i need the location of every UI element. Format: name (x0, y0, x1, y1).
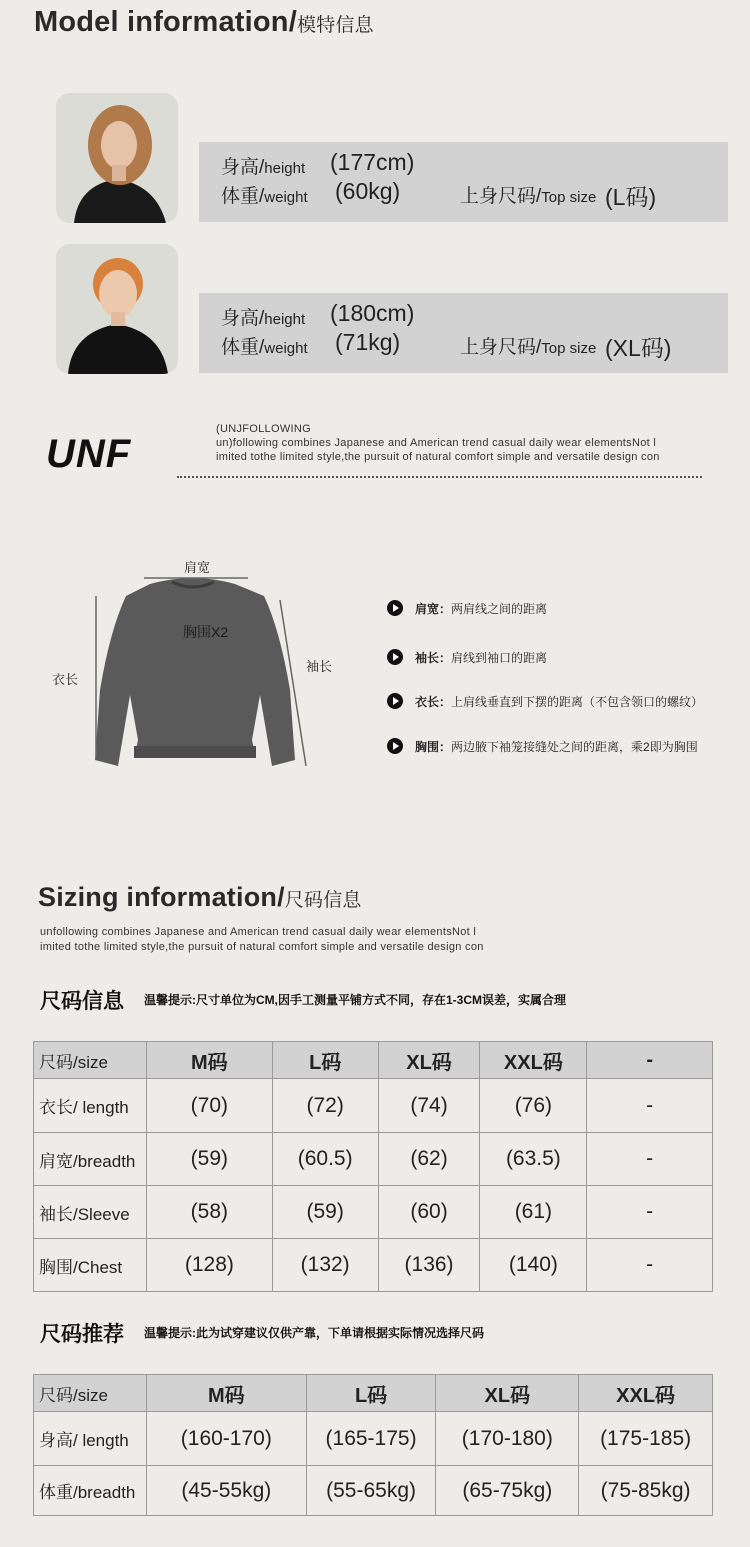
recommend-table-header-label: 尺码/size (34, 1375, 147, 1412)
table-cell: (165-175) (306, 1412, 436, 1466)
sizing-info-title (38, 882, 362, 913)
model-1-height-label (221, 152, 305, 179)
sizing-sub-2: imited tothe limited style,the pursuit of natural comfort simple and versatile design con (40, 941, 484, 953)
table-cell: (140) (480, 1239, 587, 1292)
note-length (415, 693, 703, 710)
recommend-header-cell: L码 (306, 1375, 436, 1412)
table-row (34, 1186, 713, 1239)
size-table-header-label: 尺码/size (34, 1042, 147, 1079)
model-1-weight-value: (60kg) (335, 178, 401, 204)
table-cell: - (587, 1186, 713, 1239)
model-2-top-value: (XL码) (605, 335, 672, 361)
size-table-header (34, 1042, 713, 1079)
label-length: 衣长 (52, 672, 79, 687)
garment-shape (95, 578, 295, 766)
model-2-height-label-en: height (264, 311, 306, 328)
note-shoulder-text: 两肩线之间的距离 (451, 602, 548, 616)
note-chest-text: 两边腋下袖笼接缝处之间的距离，乘2即为胸围 (451, 740, 698, 754)
table-cell: (75-85kg) (579, 1466, 713, 1516)
recommend-table-header (34, 1375, 713, 1412)
model-2-weight-label-en: weight (264, 340, 308, 357)
size-header-cell: M码 (146, 1042, 272, 1079)
recommend-header-cell: XXL码 (579, 1375, 713, 1412)
table-cell: (58) (146, 1186, 272, 1239)
brand-line-1: (UNJFOLLOWING (216, 423, 311, 435)
model-1-top-value: (L码) (605, 184, 657, 210)
model-2-height-value: (180cm) (330, 300, 415, 326)
table-row (34, 1239, 713, 1292)
table-cell: (59) (146, 1133, 272, 1186)
recommend-header-cell: M码 (146, 1375, 306, 1412)
play-icon (387, 693, 403, 709)
table-cell: (59) (272, 1186, 378, 1239)
table-cell: (60) (378, 1186, 480, 1239)
table-cell: (72) (272, 1079, 378, 1133)
note-shoulder-term: 肩宽： (415, 602, 452, 616)
note-length-text: 上肩线垂直到下摆的距离（不包含领口的螺纹） (451, 695, 704, 709)
model-2-top-label (460, 332, 596, 359)
size-table-note: 温馨提示:尺寸单位为CM,因手工测量平铺方式不同，存在1-3CM误差，实属合理 (144, 993, 567, 1007)
garment-diagram (80, 570, 310, 770)
model-2-avatar (56, 244, 178, 374)
label-chest: 胸围X2 (183, 624, 229, 640)
recommend-table-note: 温馨提示:此为试穿建议仅供产靠，下单请根据实际情况选择尺码 (144, 1326, 484, 1340)
row-label: 身高/ length (34, 1412, 147, 1466)
table-cell: (63.5) (480, 1133, 587, 1186)
recommend-header-cell: XL码 (436, 1375, 579, 1412)
model-1-height-value: (177cm) (330, 149, 415, 175)
table-cell: (136) (378, 1239, 480, 1292)
model-1-height-label-cn: 身高/ (221, 157, 265, 178)
table-cell: (62) (378, 1133, 480, 1186)
table-cell: (175-185) (579, 1412, 713, 1466)
model-info-title (34, 6, 374, 39)
table-cell: (128) (146, 1239, 272, 1292)
size-header-cell: XL码 (378, 1042, 480, 1079)
model-2-top-label-en: Top size (541, 340, 597, 357)
model-1-avatar (56, 93, 178, 223)
table-row (34, 1079, 713, 1133)
recommend-table (33, 1374, 713, 1516)
table-cell: (160-170) (146, 1412, 306, 1466)
table-cell: (60.5) (272, 1133, 378, 1186)
sizing-sub-1: unfollowing combines Japanese and American trend casual daily wear elementsNot l (40, 926, 477, 938)
table-cell: (61) (480, 1186, 587, 1239)
table-row (34, 1466, 713, 1516)
model-2-weight-label (221, 332, 308, 359)
label-shoulder: 肩宽 (184, 560, 211, 575)
note-sleeve-term: 袖长： (415, 651, 452, 665)
label-sleeve: 袖长 (306, 659, 333, 674)
note-sleeve-text: 肩线到袖口的距离 (451, 651, 548, 665)
size-header-cell: L码 (272, 1042, 378, 1079)
brand-line-3: imited tothe limited style,the pursuit of natural comfort simple and versatile design con (216, 451, 660, 463)
play-icon (387, 649, 403, 665)
table-cell: (132) (272, 1239, 378, 1292)
model-1-top-label-cn: 上身尺码/ (460, 186, 542, 207)
table-row (34, 1133, 713, 1186)
play-icon (387, 600, 403, 616)
brand-logo: UNF (46, 432, 132, 476)
model-1-weight-label (221, 181, 308, 208)
row-label: 体重/breadth (34, 1466, 147, 1516)
model-2-photo (56, 244, 178, 374)
model-info-title-cn: 模特信息 (296, 15, 374, 36)
model-2-top-label-cn: 上身尺码/ (460, 337, 542, 358)
dotted-divider (177, 476, 702, 478)
brand-line-2: un)following combines Japanese and American trend casual daily wear elementsNot l (216, 437, 657, 449)
table-cell: - (587, 1239, 713, 1292)
size-table (33, 1041, 713, 1292)
note-sleeve (415, 649, 547, 666)
row-label: 袖长/Sleeve (34, 1186, 147, 1239)
model-1-top-label (460, 181, 596, 208)
size-header-cell: - (587, 1042, 713, 1079)
model-1-weight-label-cn: 体重/ (221, 186, 265, 207)
table-cell: - (587, 1133, 713, 1186)
model-1-weight-label-en: weight (264, 189, 308, 206)
row-label: 胸围/Chest (34, 1239, 147, 1292)
model-2-height-label-cn: 身高/ (221, 308, 265, 329)
model-2-weight-value: (71kg) (335, 329, 401, 355)
model-1-photo (56, 93, 178, 223)
note-length-term: 衣长： (415, 695, 452, 709)
size-header-cell: XXL码 (480, 1042, 587, 1079)
table-cell: - (587, 1079, 713, 1133)
table-cell: (65-75kg) (436, 1466, 579, 1516)
table-cell: (70) (146, 1079, 272, 1133)
model-2-height-label (221, 303, 305, 330)
recommend-table-title: 尺码推荐 (40, 1323, 124, 1346)
table-cell: (45-55kg) (146, 1466, 306, 1516)
note-chest-term: 胸围： (415, 740, 452, 754)
play-icon (387, 738, 403, 754)
row-label: 衣长/ length (34, 1079, 147, 1133)
sizing-info-title-en: Sizing information/ (38, 882, 285, 912)
table-cell: (76) (480, 1079, 587, 1133)
table-cell: (170-180) (436, 1412, 579, 1466)
garment-hem (134, 746, 256, 758)
model-2-weight-label-cn: 体重/ (221, 337, 265, 358)
sizing-info-title-cn: 尺码信息 (284, 890, 362, 911)
table-cell: (74) (378, 1079, 480, 1133)
model-1-top-label-en: Top size (541, 189, 597, 206)
size-table-title: 尺码信息 (40, 990, 124, 1013)
note-shoulder (415, 600, 547, 617)
model-info-title-en: Model information/ (34, 6, 297, 38)
row-label: 肩宽/breadth (34, 1133, 147, 1186)
note-chest (415, 738, 698, 755)
table-row (34, 1412, 713, 1466)
table-cell: (55-65kg) (306, 1466, 436, 1516)
model-1-height-label-en: height (264, 160, 306, 177)
